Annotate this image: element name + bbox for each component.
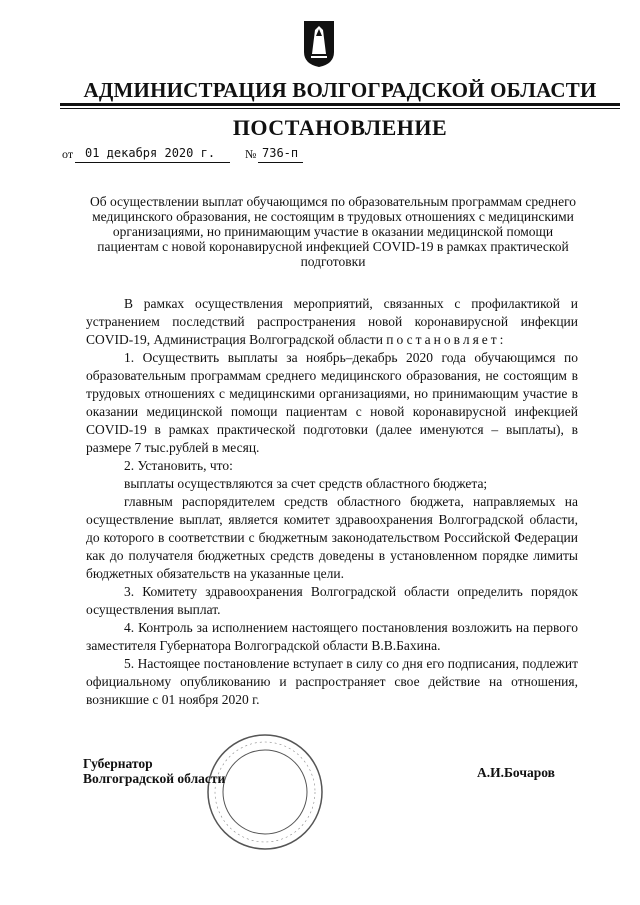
number-prefix-label: № (245, 147, 257, 161)
intro-text: В рамках осуществления мероприятий, связанных с профилактикой и устранением последствий распространения новой коронавирусной инфекции COVID-19, Администрация Волгоградской области (86, 296, 578, 347)
paragraph-4: 4. Контроль за исполнением настоящего постановления возложить на первого заместителя Губернатора Волгоградской области В.В.Бахина. (86, 620, 578, 653)
date-underline (75, 162, 230, 163)
round-official-stamp-icon (205, 732, 325, 852)
number-underline (258, 162, 303, 163)
volgograd-coat-of-arms-icon (303, 20, 335, 68)
document-subject: Об осуществлении выплат обучающимся по образовательным программам среднего медицинского образования, не состоящим в трудовых отношениях с медицинскими организациями, но принимающим участие в оказании медицинской помощи пациентам с новой коронавирусной инфекцией COVID-19 в рамках практической подготовки (89, 194, 577, 269)
paragraph-2a: выплаты осуществляются за счет средств областного бюджета; (124, 476, 488, 491)
signer-position (83, 756, 225, 786)
header-rule-thick (60, 103, 620, 106)
document-date: 01 декабря 2020 г. (85, 146, 216, 160)
intro-keyword: постановляет: (386, 332, 507, 347)
paragraph-5: 5. Настоящее постановление вступает в силу со дня его подписания, подлежит официальному опубликованию и распространяет свое действие на отношения, возникшие с 01 ноября 2020 г. (86, 656, 578, 707)
organization-title: АДМИНИСТРАЦИЯ ВОЛГОГРАДСКОЙ ОБЛАСТИ (83, 78, 597, 102)
document-number: 736-п (262, 146, 299, 160)
paragraph-2: 2. Установить, что: (124, 458, 233, 473)
paragraph-1: 1. Осуществить выплаты за ноябрь–декабрь 2020 года обучающимся по образовательным программам среднего медицинского образования, не состоящим в трудовых отношениях с медицинскими организациями, но принимающим участие в оказании медицинской помощи пациентам с новой коронавирусной инфекцией COVID-19 в рамках практической подготовки (далее именуются – выплаты), в размере 7 тыс.рублей в месяц. (86, 350, 578, 455)
date-prefix-label: от (62, 147, 74, 161)
document-body (86, 295, 578, 709)
header-rule-thin (60, 108, 620, 109)
paragraph-2b: главным распорядителем средств областного бюджета, направляемых на осуществление выплат, является комитет здравоохранения Волгоградской области, до которого в соответствии с бюджетным законодательством Российской Федерации как до получателя бюджетных средств доведены в установленном порядке лимиты бюджетных обязательств на указанные цели. (86, 494, 578, 581)
intro-paragraph (86, 295, 578, 349)
signer-name: А.И.Бочаров (477, 765, 555, 780)
signer-position-line1: Губернатор (83, 756, 153, 771)
document-type-title: ПОСТАНОВЛЕНИЕ (232, 115, 448, 140)
signer-position-line2: Волгоградской области (83, 771, 226, 786)
paragraph-3: 3. Комитету здравоохранения Волгоградской области определить порядок осуществления выплат. (86, 584, 578, 617)
